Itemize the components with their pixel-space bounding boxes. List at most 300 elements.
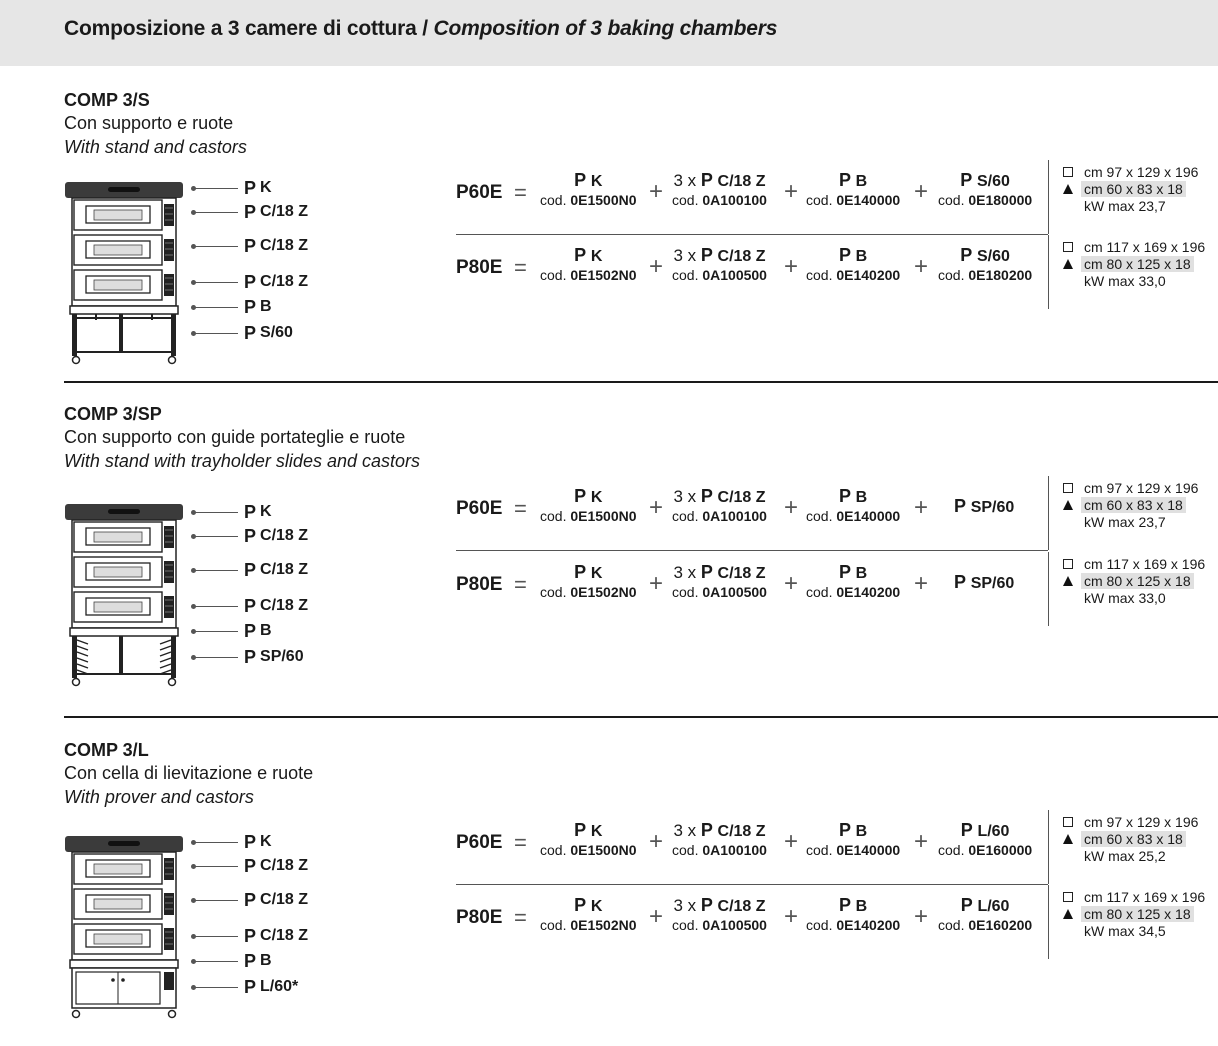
component-prefix: P xyxy=(574,170,591,190)
component-cod xyxy=(938,842,1032,858)
component-quantity: 3 x xyxy=(673,563,701,582)
cod-label: cod. xyxy=(938,917,969,933)
component-code: K xyxy=(260,503,272,520)
component-prefix: P xyxy=(244,201,257,222)
spec-value: cm 60 x 83 x 18 xyxy=(1081,497,1186,513)
triangle-filled-icon xyxy=(1063,259,1073,269)
spec-value: cm 97 x 129 x 196 xyxy=(1084,164,1199,180)
title-english: Composition of 3 baking chambers xyxy=(433,17,778,40)
spec-line-ext xyxy=(1061,164,1201,180)
component-c2 xyxy=(672,562,767,600)
plus-3: + xyxy=(914,178,929,205)
component-code: SP/60 xyxy=(260,648,304,665)
component-cod xyxy=(540,508,637,524)
component-name xyxy=(540,895,637,916)
model-row-p60e xyxy=(456,810,1218,884)
square-outline-icon xyxy=(1061,242,1075,252)
component-name xyxy=(672,245,767,266)
cod-label: cod. xyxy=(672,842,703,858)
spec-line-ext xyxy=(1061,889,1208,905)
plus-3: + xyxy=(914,570,929,597)
plus-1: + xyxy=(649,494,664,521)
spec-line-kw xyxy=(1061,514,1169,530)
component-name xyxy=(806,820,900,841)
component-name xyxy=(806,486,900,507)
component-label xyxy=(194,856,308,876)
cod-value: 0E140000 xyxy=(836,192,901,208)
component-name xyxy=(540,562,637,583)
component-code: B xyxy=(260,298,272,315)
component-code: L/60 xyxy=(977,823,1010,840)
component-prefix: P xyxy=(838,245,856,265)
spec-line-ext xyxy=(1061,814,1201,830)
component-prefix: P xyxy=(244,235,257,256)
cod-value: 0A100500 xyxy=(702,584,767,600)
leader-line xyxy=(194,333,238,334)
component-name xyxy=(938,170,1032,191)
component-quantity: 3 x xyxy=(673,821,701,840)
cod-label: cod. xyxy=(938,192,969,208)
component-code: K xyxy=(260,833,272,850)
component-cod xyxy=(806,584,900,600)
component-prefix: P xyxy=(700,895,718,915)
cod-label: cod. xyxy=(540,842,571,858)
cod-label: cod. xyxy=(672,192,703,208)
spec-value: cm 97 x 129 x 196 xyxy=(1084,814,1199,830)
component-code: C/18 Z xyxy=(260,237,309,254)
component-label xyxy=(194,178,272,198)
component-prefix: P xyxy=(244,296,257,317)
component-name xyxy=(672,170,767,191)
triangle-filled-icon xyxy=(1061,834,1075,844)
component-c4 xyxy=(938,245,1032,283)
component-prefix: P xyxy=(700,245,718,265)
component-prefix: P xyxy=(838,170,856,190)
component-c4 xyxy=(938,895,1032,933)
spec-box xyxy=(1048,235,1218,309)
component-name xyxy=(540,820,637,841)
triangle-filled-icon xyxy=(1063,576,1073,586)
section-divider xyxy=(64,381,1218,383)
spec-line-kw xyxy=(1061,848,1169,864)
oven-figure xyxy=(64,502,188,697)
leader-line xyxy=(194,900,238,901)
spec-value: cm 80 x 125 x 18 xyxy=(1081,573,1194,589)
component-code: SP/60 xyxy=(970,575,1015,592)
component-prefix: P xyxy=(244,646,257,667)
spec-line-int xyxy=(1061,181,1186,197)
component-label xyxy=(194,526,308,546)
oven-figure xyxy=(64,834,188,1029)
cod-value: 0E140000 xyxy=(836,842,901,858)
component-cod xyxy=(806,192,900,208)
component-code: B xyxy=(855,565,868,582)
component-prefix: P xyxy=(244,620,257,641)
component-prefix: P xyxy=(838,562,856,582)
component-code: B xyxy=(260,622,272,639)
plus-1: + xyxy=(649,253,664,280)
component-code: K xyxy=(260,179,272,196)
leader-line xyxy=(194,246,238,247)
component-prefix: P xyxy=(244,559,257,580)
cod-value: 0E140000 xyxy=(836,508,901,524)
plus-3: + xyxy=(914,828,929,855)
component-prefix: P xyxy=(574,820,591,840)
component-cod xyxy=(672,508,767,524)
component-cod xyxy=(806,508,900,524)
section-description-en: With stand and castors xyxy=(64,137,247,157)
leader-line xyxy=(194,512,238,513)
component-label xyxy=(194,560,308,580)
cod-value: 0E1502N0 xyxy=(570,584,637,600)
component-code: K xyxy=(590,565,603,582)
square-outline-icon xyxy=(1063,483,1073,493)
section-sp xyxy=(0,402,1218,702)
equals-sign: = xyxy=(514,496,527,521)
component-cod xyxy=(672,192,767,208)
component-name xyxy=(540,170,637,191)
equals-sign: = xyxy=(514,572,527,597)
component-c3 xyxy=(806,245,900,283)
cod-label: cod. xyxy=(806,917,837,933)
component-cod xyxy=(672,917,767,933)
spec-line-kw xyxy=(1061,923,1169,939)
component-code: C/18 Z xyxy=(717,823,766,840)
cod-value: 0A100100 xyxy=(702,508,767,524)
plus-1: + xyxy=(649,570,664,597)
component-quantity: 3 x xyxy=(673,896,701,915)
plus-2: + xyxy=(784,828,799,855)
component-code: C/18 Z xyxy=(260,273,309,290)
square-outline-icon xyxy=(1063,242,1073,252)
cod-label: cod. xyxy=(938,842,969,858)
component-prefix: P xyxy=(700,562,718,582)
cod-label: cod. xyxy=(806,584,837,600)
component-prefix: P xyxy=(700,170,718,190)
cod-label: cod. xyxy=(540,917,571,933)
component-code: SP/60 xyxy=(970,499,1015,516)
leader-line xyxy=(194,866,238,867)
component-label xyxy=(194,621,272,641)
model-name: P60E xyxy=(456,832,503,853)
triangle-filled-icon xyxy=(1061,909,1075,919)
spec-line-int xyxy=(1061,573,1194,589)
component-c1 xyxy=(540,895,637,933)
spec-box xyxy=(1048,885,1218,959)
spec-line-int xyxy=(1061,497,1186,513)
component-c3 xyxy=(806,486,900,524)
component-cod xyxy=(540,842,637,858)
component-prefix: P xyxy=(244,177,257,198)
cod-value: 0E180000 xyxy=(968,192,1033,208)
spec-value: cm 60 x 83 x 18 xyxy=(1081,831,1186,847)
square-outline-icon xyxy=(1063,817,1073,827)
cod-value: 0A100500 xyxy=(702,917,767,933)
component-prefix: P xyxy=(574,486,591,506)
component-code: C/18 Z xyxy=(260,203,309,220)
model-name: P80E xyxy=(456,574,503,595)
component-code: K xyxy=(590,489,603,506)
component-c3 xyxy=(806,562,900,600)
component-cod xyxy=(540,267,637,283)
spec-line-kw xyxy=(1061,198,1169,214)
component-cod xyxy=(672,267,767,283)
spec-value: cm 80 x 125 x 18 xyxy=(1081,906,1194,922)
spec-value: cm 117 x 169 x 196 xyxy=(1084,239,1206,255)
component-prefix: P xyxy=(244,855,257,876)
component-c3 xyxy=(806,820,900,858)
oven-illustration xyxy=(64,502,188,692)
cod-value: 0E1500N0 xyxy=(570,508,637,524)
leader-line xyxy=(194,961,238,962)
component-name xyxy=(806,895,900,916)
cod-label: cod. xyxy=(672,917,703,933)
cod-label: cod. xyxy=(540,192,571,208)
spec-line-int xyxy=(1061,256,1194,272)
equals-sign: = xyxy=(514,905,527,930)
leader-line xyxy=(194,536,238,537)
component-c2 xyxy=(672,170,767,208)
component-label xyxy=(194,647,304,667)
leader-line xyxy=(194,936,238,937)
leader-line xyxy=(194,842,238,843)
component-label xyxy=(194,202,308,222)
cod-label: cod. xyxy=(540,584,571,600)
square-outline-icon xyxy=(1061,817,1075,827)
component-code: L/60 xyxy=(977,898,1010,915)
leader-line xyxy=(194,570,238,571)
cod-label: cod. xyxy=(938,267,969,283)
component-name xyxy=(938,820,1032,841)
plus-3: + xyxy=(914,253,929,280)
component-prefix: P xyxy=(954,496,971,516)
component-code: K xyxy=(590,173,603,190)
cod-value: 0E1500N0 xyxy=(570,842,637,858)
cod-label: cod. xyxy=(672,267,703,283)
section-title: COMP 3/L xyxy=(64,740,149,760)
spec-line-kw xyxy=(1061,590,1169,606)
component-prefix: P xyxy=(244,925,257,946)
component-code: L/60* xyxy=(260,978,299,995)
component-c4 xyxy=(954,496,1014,517)
cod-value: 0E140200 xyxy=(836,917,901,933)
cod-label: cod. xyxy=(806,508,837,524)
model-name: P80E xyxy=(456,907,503,928)
component-code: S/60 xyxy=(260,324,293,341)
cod-value: 0E140200 xyxy=(836,584,901,600)
spec-line-kw xyxy=(1061,273,1169,289)
component-c3 xyxy=(806,170,900,208)
component-prefix: P xyxy=(838,895,856,915)
triangle-filled-icon xyxy=(1061,576,1075,586)
cod-label: cod. xyxy=(806,842,837,858)
spec-line-int xyxy=(1061,906,1194,922)
leader-line xyxy=(194,657,238,658)
component-code: C/18 Z xyxy=(260,561,309,578)
component-prefix: P xyxy=(960,170,977,190)
component-cod xyxy=(672,842,767,858)
component-name xyxy=(938,245,1032,266)
spec-value: cm 60 x 83 x 18 xyxy=(1081,181,1186,197)
component-c4 xyxy=(954,572,1014,593)
oven-figure xyxy=(64,180,188,375)
cod-value: 0E180200 xyxy=(968,267,1033,283)
component-c1 xyxy=(540,562,637,600)
page-title xyxy=(64,17,777,41)
triangle-filled-icon xyxy=(1061,259,1075,269)
square-outline-icon xyxy=(1063,559,1073,569)
component-code: B xyxy=(855,173,868,190)
model-row-p60e xyxy=(456,160,1218,234)
spec-value: kW max 33,0 xyxy=(1084,590,1166,606)
component-code: C/18 Z xyxy=(260,927,309,944)
component-code: B xyxy=(855,248,868,265)
leader-line xyxy=(194,606,238,607)
component-label xyxy=(194,926,308,946)
component-name xyxy=(954,496,1014,517)
component-code: B xyxy=(260,952,272,969)
spec-value: kW max 23,7 xyxy=(1084,198,1166,214)
component-cod xyxy=(540,192,637,208)
component-c1 xyxy=(540,245,637,283)
component-prefix: P xyxy=(838,486,856,506)
component-cod xyxy=(938,917,1032,933)
spec-line-int xyxy=(1061,831,1186,847)
component-code: C/18 Z xyxy=(717,565,766,582)
component-prefix: P xyxy=(574,562,591,582)
cod-label: cod. xyxy=(672,584,703,600)
plus-2: + xyxy=(784,253,799,280)
spec-box xyxy=(1048,160,1218,234)
component-code: S/60 xyxy=(976,248,1010,265)
leader-line xyxy=(194,987,238,988)
plus-2: + xyxy=(784,903,799,930)
component-cod xyxy=(806,842,900,858)
component-name xyxy=(806,562,900,583)
section-title: COMP 3/SP xyxy=(64,404,162,424)
oven-illustration xyxy=(64,180,188,370)
component-code: K xyxy=(590,248,603,265)
square-outline-icon xyxy=(1061,892,1075,902)
section-title: COMP 3/S xyxy=(64,90,150,110)
component-prefix: P xyxy=(244,501,257,522)
row-divider xyxy=(456,550,1048,551)
title-italian: Composizione a 3 camere di cottura / xyxy=(64,17,428,40)
section-description-it: Con supporto con guide portateglie e ruote xyxy=(64,427,406,447)
component-code: C/18 Z xyxy=(260,597,309,614)
spec-line-ext xyxy=(1061,239,1208,255)
triangle-filled-icon xyxy=(1063,834,1073,844)
component-code: C/18 Z xyxy=(717,248,766,265)
plus-1: + xyxy=(649,903,664,930)
model-row-p80e xyxy=(456,235,1218,309)
cod-value: 0E160200 xyxy=(968,917,1033,933)
component-cod xyxy=(806,917,900,933)
plus-3: + xyxy=(914,494,929,521)
component-name xyxy=(806,245,900,266)
component-code: C/18 Z xyxy=(260,527,309,544)
component-code: B xyxy=(855,489,868,506)
component-label xyxy=(194,236,308,256)
component-c1 xyxy=(540,486,637,524)
equals-sign: = xyxy=(514,255,527,280)
spec-box xyxy=(1048,476,1218,550)
section-s xyxy=(0,88,1218,388)
spec-value: cm 117 x 169 x 196 xyxy=(1084,556,1206,572)
component-cod xyxy=(806,267,900,283)
component-code: S/60 xyxy=(976,173,1010,190)
section-description-it: Con supporto e ruote xyxy=(64,113,234,133)
triangle-filled-icon xyxy=(1061,184,1075,194)
cod-label: cod. xyxy=(806,267,837,283)
spec-value: cm 97 x 129 x 196 xyxy=(1084,480,1199,496)
component-prefix: P xyxy=(244,950,257,971)
equals-sign: = xyxy=(514,180,527,205)
component-label xyxy=(194,890,308,910)
page-header xyxy=(0,0,1218,66)
component-prefix: P xyxy=(244,271,257,292)
component-c4 xyxy=(938,820,1032,858)
oven-illustration xyxy=(64,834,188,1024)
section-description-en: With prover and castors xyxy=(64,787,254,807)
component-prefix: P xyxy=(574,895,591,915)
plus-2: + xyxy=(784,178,799,205)
component-c2 xyxy=(672,486,767,524)
component-prefix: P xyxy=(244,595,257,616)
cod-label: cod. xyxy=(806,192,837,208)
spec-value: cm 80 x 125 x 18 xyxy=(1081,256,1194,272)
spec-box xyxy=(1048,810,1218,884)
model-row-p60e xyxy=(456,476,1218,550)
cod-label: cod. xyxy=(540,267,571,283)
component-code: C/18 Z xyxy=(717,489,766,506)
spec-value: kW max 25,2 xyxy=(1084,848,1166,864)
plus-2: + xyxy=(784,570,799,597)
component-label xyxy=(194,977,298,997)
plus-1: + xyxy=(649,828,664,855)
component-name xyxy=(938,895,1032,916)
plus-3: + xyxy=(914,903,929,930)
component-code: B xyxy=(855,898,868,915)
square-outline-icon xyxy=(1061,559,1075,569)
leader-line xyxy=(194,631,238,632)
spec-value: kW max 33,0 xyxy=(1084,273,1166,289)
model-name: P60E xyxy=(456,498,503,519)
component-prefix: P xyxy=(244,831,257,852)
component-name xyxy=(672,486,767,507)
model-row-p80e xyxy=(456,552,1218,626)
component-name xyxy=(806,170,900,191)
spec-value: kW max 34,5 xyxy=(1084,923,1166,939)
cod-value: 0A100100 xyxy=(702,192,767,208)
cod-value: 0E160000 xyxy=(968,842,1033,858)
square-outline-icon xyxy=(1061,167,1075,177)
component-code: B xyxy=(855,823,868,840)
component-prefix: P xyxy=(244,322,257,343)
component-code: C/18 Z xyxy=(260,891,309,908)
spec-box xyxy=(1048,552,1218,626)
cod-value: 0E1502N0 xyxy=(570,917,637,933)
component-prefix: P xyxy=(244,889,257,910)
component-prefix: P xyxy=(960,245,977,265)
component-cod xyxy=(938,267,1032,283)
component-label xyxy=(194,596,308,616)
component-prefix: P xyxy=(244,525,257,546)
component-name xyxy=(540,245,637,266)
cod-value: 0E140200 xyxy=(836,267,901,283)
cod-value: 0A100100 xyxy=(702,842,767,858)
cod-label: cod. xyxy=(540,508,571,524)
